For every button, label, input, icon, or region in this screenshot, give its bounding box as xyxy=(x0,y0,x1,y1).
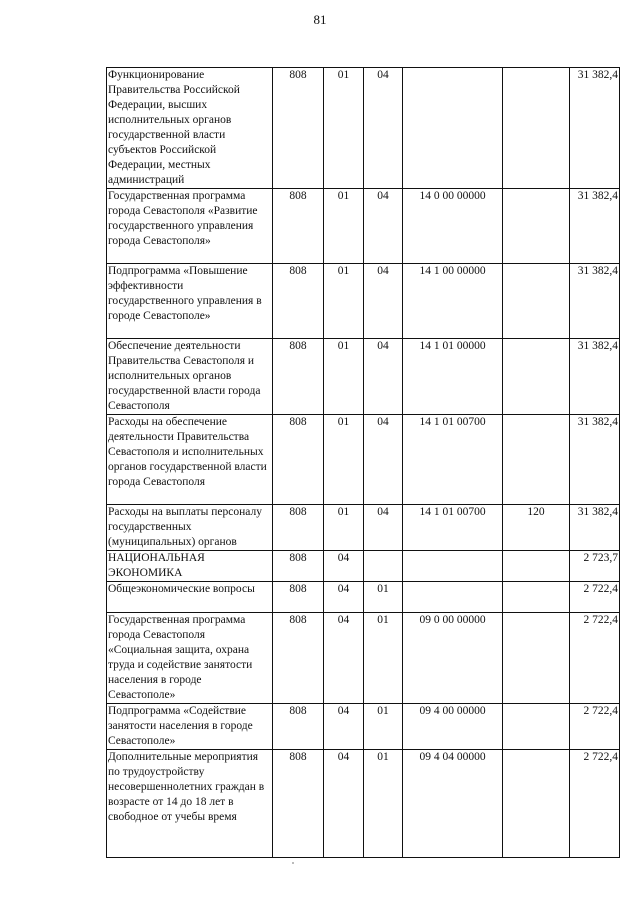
table-row xyxy=(107,68,620,189)
row-target-article-code: 14 0 00 00000 xyxy=(403,189,503,264)
row-name: Подпрограмма «Содействие занятости населения в городе Севастополе» xyxy=(107,704,273,750)
row-sum: 2 722,4 xyxy=(570,613,620,704)
row-name: Общеэкономические вопросы xyxy=(107,582,273,613)
row-target-article-code xyxy=(403,68,503,189)
row-expense-type-code xyxy=(503,339,570,415)
row-vedomstvo-code: 808 xyxy=(273,613,324,704)
row-sum: 31 382,4 xyxy=(570,415,620,505)
row-name: Расходы на обеспечение деятельности Правительства Севастополя и исполнительных органов государственной власти города Севастополя xyxy=(107,415,273,505)
row-podrazdel-code: 01 xyxy=(364,582,403,613)
row-vedomstvo-code: 808 xyxy=(273,415,324,505)
row-sum: 31 382,4 xyxy=(570,68,620,189)
row-razdel-code: 04 xyxy=(324,750,364,858)
row-razdel-code: 04 xyxy=(324,551,364,582)
row-expense-type-code xyxy=(503,750,570,858)
row-target-article-code: 14 1 00 00000 xyxy=(403,264,503,339)
row-sum: 31 382,4 xyxy=(570,505,620,551)
row-sum: 2 723,7 xyxy=(570,551,620,582)
row-vedomstvo-code: 808 xyxy=(273,704,324,750)
row-name: Расходы на выплаты персоналу государственных (муниципальных) органов xyxy=(107,505,273,551)
row-vedomstvo-code: 808 xyxy=(273,551,324,582)
row-razdel-code: 01 xyxy=(324,189,364,264)
row-expense-type-code xyxy=(503,704,570,750)
row-name: Подпрограмма «Повышение эффективности государственного управления в городе Севастополе» xyxy=(107,264,273,339)
table-row xyxy=(107,339,620,415)
row-razdel-code: 04 xyxy=(324,582,364,613)
row-razdel-code: 01 xyxy=(324,415,364,505)
row-name: Государственная программа города Севастополя «Социальная защита, охрана труда и содействие занятости населения в городе Севастополе» xyxy=(107,613,273,704)
row-razdel-code: 01 xyxy=(324,264,364,339)
row-target-article-code: 09 0 00 00000 xyxy=(403,613,503,704)
table-row xyxy=(107,582,620,613)
table-row xyxy=(107,750,620,858)
row-podrazdel-code xyxy=(364,551,403,582)
row-name: НАЦИОНАЛЬНАЯ ЭКОНОМИКА xyxy=(107,551,273,582)
row-expense-type-code xyxy=(503,68,570,189)
row-vedomstvo-code: 808 xyxy=(273,68,324,189)
row-name: Государственная программа города Севастополя «Развитие государственного управления города Севастополя» xyxy=(107,189,273,264)
row-podrazdel-code: 01 xyxy=(364,750,403,858)
page-number: 81 xyxy=(313,12,327,27)
row-expense-type-code xyxy=(503,189,570,264)
row-vedomstvo-code: 808 xyxy=(273,505,324,551)
row-razdel-code: 01 xyxy=(324,68,364,189)
row-target-article-code: 14 1 01 00700 xyxy=(403,415,503,505)
row-vedomstvo-code: 808 xyxy=(273,189,324,264)
row-target-article-code: 14 1 01 00700 xyxy=(403,505,503,551)
row-expense-type-code xyxy=(503,551,570,582)
row-sum: 2 722,4 xyxy=(570,750,620,858)
row-razdel-code: 01 xyxy=(324,339,364,415)
table-row xyxy=(107,415,620,505)
row-podrazdel-code: 04 xyxy=(364,264,403,339)
row-expense-type-code xyxy=(503,613,570,704)
budget-table xyxy=(106,67,620,858)
table-body xyxy=(107,68,620,858)
row-sum: 2 722,4 xyxy=(570,582,620,613)
row-expense-type-code xyxy=(503,264,570,339)
row-razdel-code: 01 xyxy=(324,505,364,551)
row-target-article-code xyxy=(403,551,503,582)
row-vedomstvo-code: 808 xyxy=(273,750,324,858)
row-sum: 31 382,4 xyxy=(570,264,620,339)
scan-speck xyxy=(292,862,294,864)
row-razdel-code: 04 xyxy=(324,704,364,750)
row-sum: 2 722,4 xyxy=(570,704,620,750)
row-podrazdel-code: 01 xyxy=(364,704,403,750)
row-sum: 31 382,4 xyxy=(570,189,620,264)
table-row xyxy=(107,704,620,750)
row-podrazdel-code: 04 xyxy=(364,505,403,551)
row-podrazdel-code: 04 xyxy=(364,68,403,189)
row-name: Обеспечение деятельности Правительства Севастополя и исполнительных органов государственной власти города Севастополя xyxy=(107,339,273,415)
row-podrazdel-code: 04 xyxy=(364,415,403,505)
row-target-article-code: 09 4 00 00000 xyxy=(403,704,503,750)
row-podrazdel-code: 04 xyxy=(364,189,403,264)
row-expense-type-code xyxy=(503,582,570,613)
row-target-article-code: 14 1 01 00000 xyxy=(403,339,503,415)
row-vedomstvo-code: 808 xyxy=(273,582,324,613)
row-sum: 31 382,4 xyxy=(570,339,620,415)
row-vedomstvo-code: 808 xyxy=(273,339,324,415)
row-razdel-code: 04 xyxy=(324,613,364,704)
row-vedomstvo-code: 808 xyxy=(273,264,324,339)
row-expense-type-code xyxy=(503,415,570,505)
table-row xyxy=(107,264,620,339)
row-target-article-code: 09 4 04 00000 xyxy=(403,750,503,858)
row-name: Функционирование Правительства Российской Федерации, высших исполнительных органов государственной власти субъектов Российской Федерации, местных администраций xyxy=(107,68,273,189)
row-podrazdel-code: 04 xyxy=(364,339,403,415)
row-expense-type-code: 120 xyxy=(503,505,570,551)
row-name: Дополнительные мероприятия по трудоустройству несовершеннолетних граждан в возрасте от 14 до 18 лет в свободное от учебы время xyxy=(107,750,273,858)
table-row xyxy=(107,613,620,704)
table-row xyxy=(107,551,620,582)
table-row xyxy=(107,189,620,264)
table-row xyxy=(107,505,620,551)
row-target-article-code xyxy=(403,582,503,613)
row-podrazdel-code: 01 xyxy=(364,613,403,704)
